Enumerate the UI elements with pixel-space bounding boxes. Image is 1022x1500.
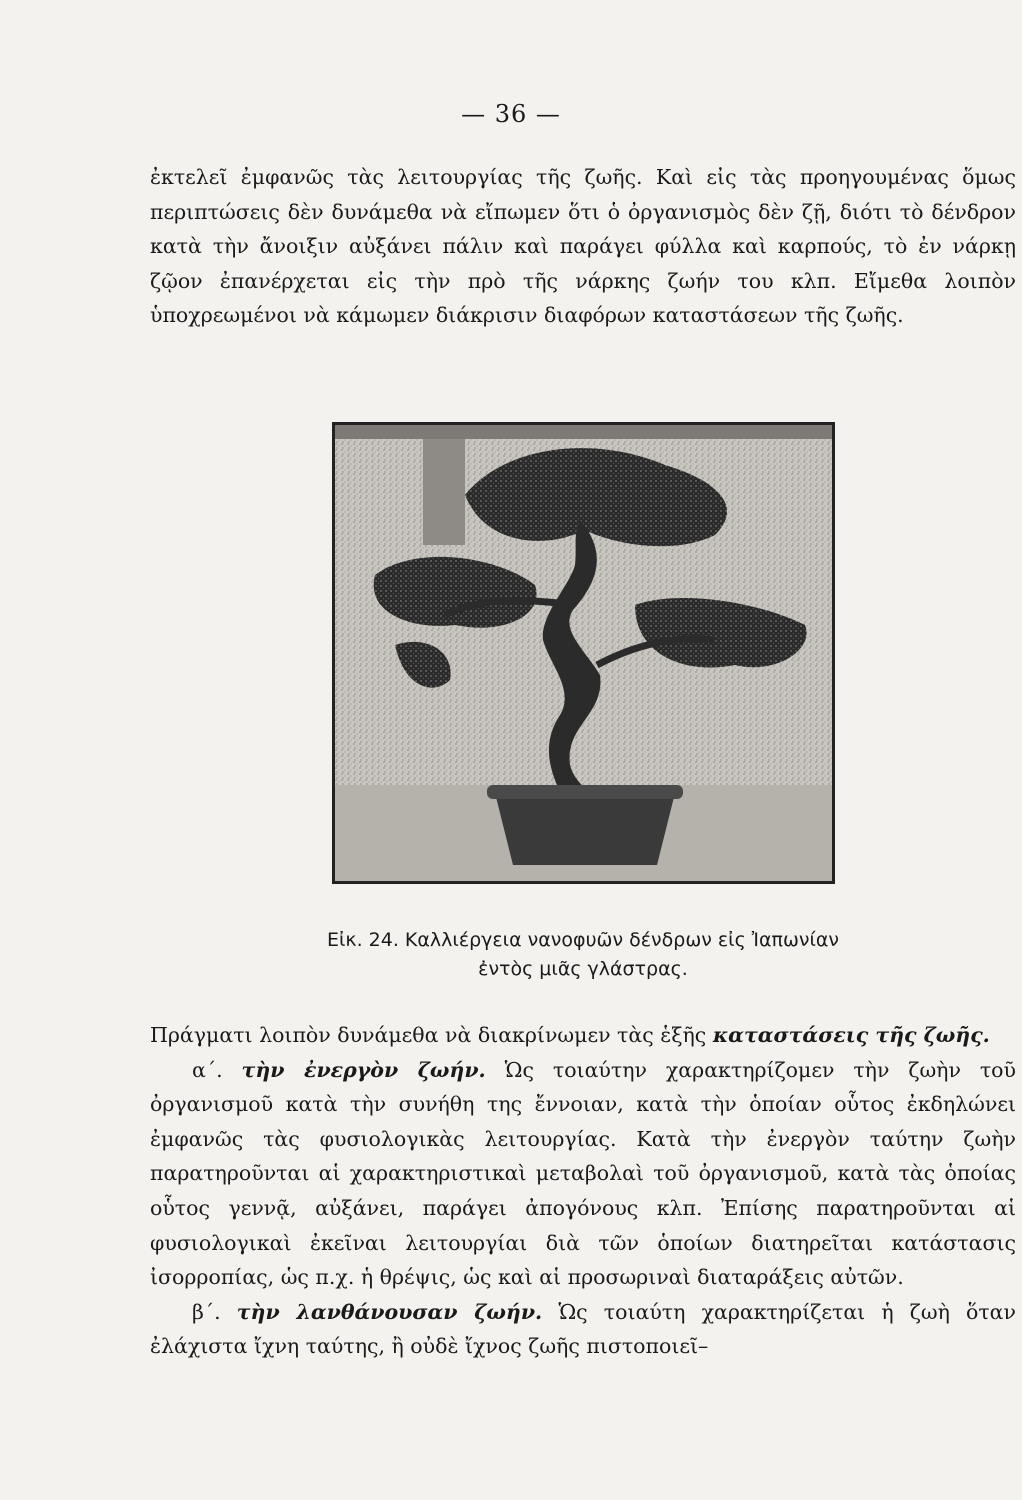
section-b-label: β΄. (192, 1299, 237, 1324)
figure-bonsai-photo (332, 422, 835, 884)
caption-line-1: Εἰκ. 24. Καλλιέργεια νανοφυῶν δένδρων εἰς Ἰαπωνίαν (326, 929, 840, 951)
page-number: — 36 — (461, 100, 561, 128)
bonsai-photo (335, 425, 832, 881)
section-a-text: Ὡς τοιαύτην χαρακτηρίζομεν τὴν ζωὴν τοῦ ὀργανισμοῦ κατὰ τὴν συνήθη της ἔννοιαν, κατὰ τὴν ὁποίαν οὗτος ἐκδηλώνει ἐμφανῶς τὰς φυσιολογικὰς λειτουργίας. Κατὰ τὴν ἐνεργὸν ταύτην ζωὴν παρατηροῦνται αἱ χαρακτηριστικαὶ μεταβολαὶ τοῦ ὀργανισμοῦ, κατὰ τὰς ὁποίας οὗτος γεννᾷ, αὐξάνει, παράγει ἀπογόνους κλπ. Ἐπίσης παρατηροῦνται αἱ φυσιολογικαὶ ἐκεῖναι λειτουργίαι διὰ τῶν ὁποίων διατηρεῖται κατάστασις ἰσορροπίας, ὡς π.χ. ἡ θρέψις, ὡς καὶ αἱ προσωριναὶ διαταράξεις αὐτῶν. (150, 1057, 1016, 1290)
intro-emphasis: καταστάσεις τῆς ζωῆς. (712, 1023, 990, 1047)
section-b (150, 1295, 1016, 1364)
intro-paragraph (150, 1018, 1016, 1053)
section-b-title: τὴν λανθάνουσαν ζωήν. (236, 1299, 543, 1324)
section-a-label: α΄. (192, 1057, 242, 1082)
paragraph-body (150, 1018, 1016, 1364)
section-a-title: τὴν ἐνεργὸν ζωήν. (241, 1057, 486, 1082)
section-a (150, 1053, 1016, 1295)
caption-line-2: ἐντὸς μιᾶς γλάστρας. (478, 958, 688, 980)
paragraph-top: ἐκτελεῖ ἐμφανῶς τὰς λειτουργίας τῆς ζωῆς. Καὶ εἰς τὰς προηγουμένας ὅμως περιπτώσεις δὲν δυνάμεθα νὰ εἴπωμεν ὅτι ὁ ὀργανισμὸς δὲν ζῇ, διότι τὸ δένδρον κατὰ τὴν ἄνοιξιν αὐξάνει πάλιν καὶ παράγει φύλλα καὶ καρπούς, τὸ ἐν νάρκῃ ζῷον ἐπανέρχεται εἰς τὴν πρὸ τῆς νάρκης ζωήν του κλπ. Εἴμεθα λοιπὸν ὑποχρεωμένοι νὰ κάμωμεν διάκρισιν διαφόρων καταστάσεων τῆς ζωῆς. (150, 165, 1016, 328)
figure-caption (150, 926, 1016, 984)
section-b-text: Ὡς τοιαύτη χαρακτηρίζεται ἡ ζωὴ ὅταν ἐλάχιστα ἴχνη ταύτης, ἢ οὐδὲ ἴχνος ζωῆς πιστοποιεῖ– (150, 1299, 1016, 1359)
intro-text: Πράγματι λοιπὸν δυνάμεθα νὰ διακρίνωμεν τὰς ἑξῆς (150, 1023, 713, 1047)
